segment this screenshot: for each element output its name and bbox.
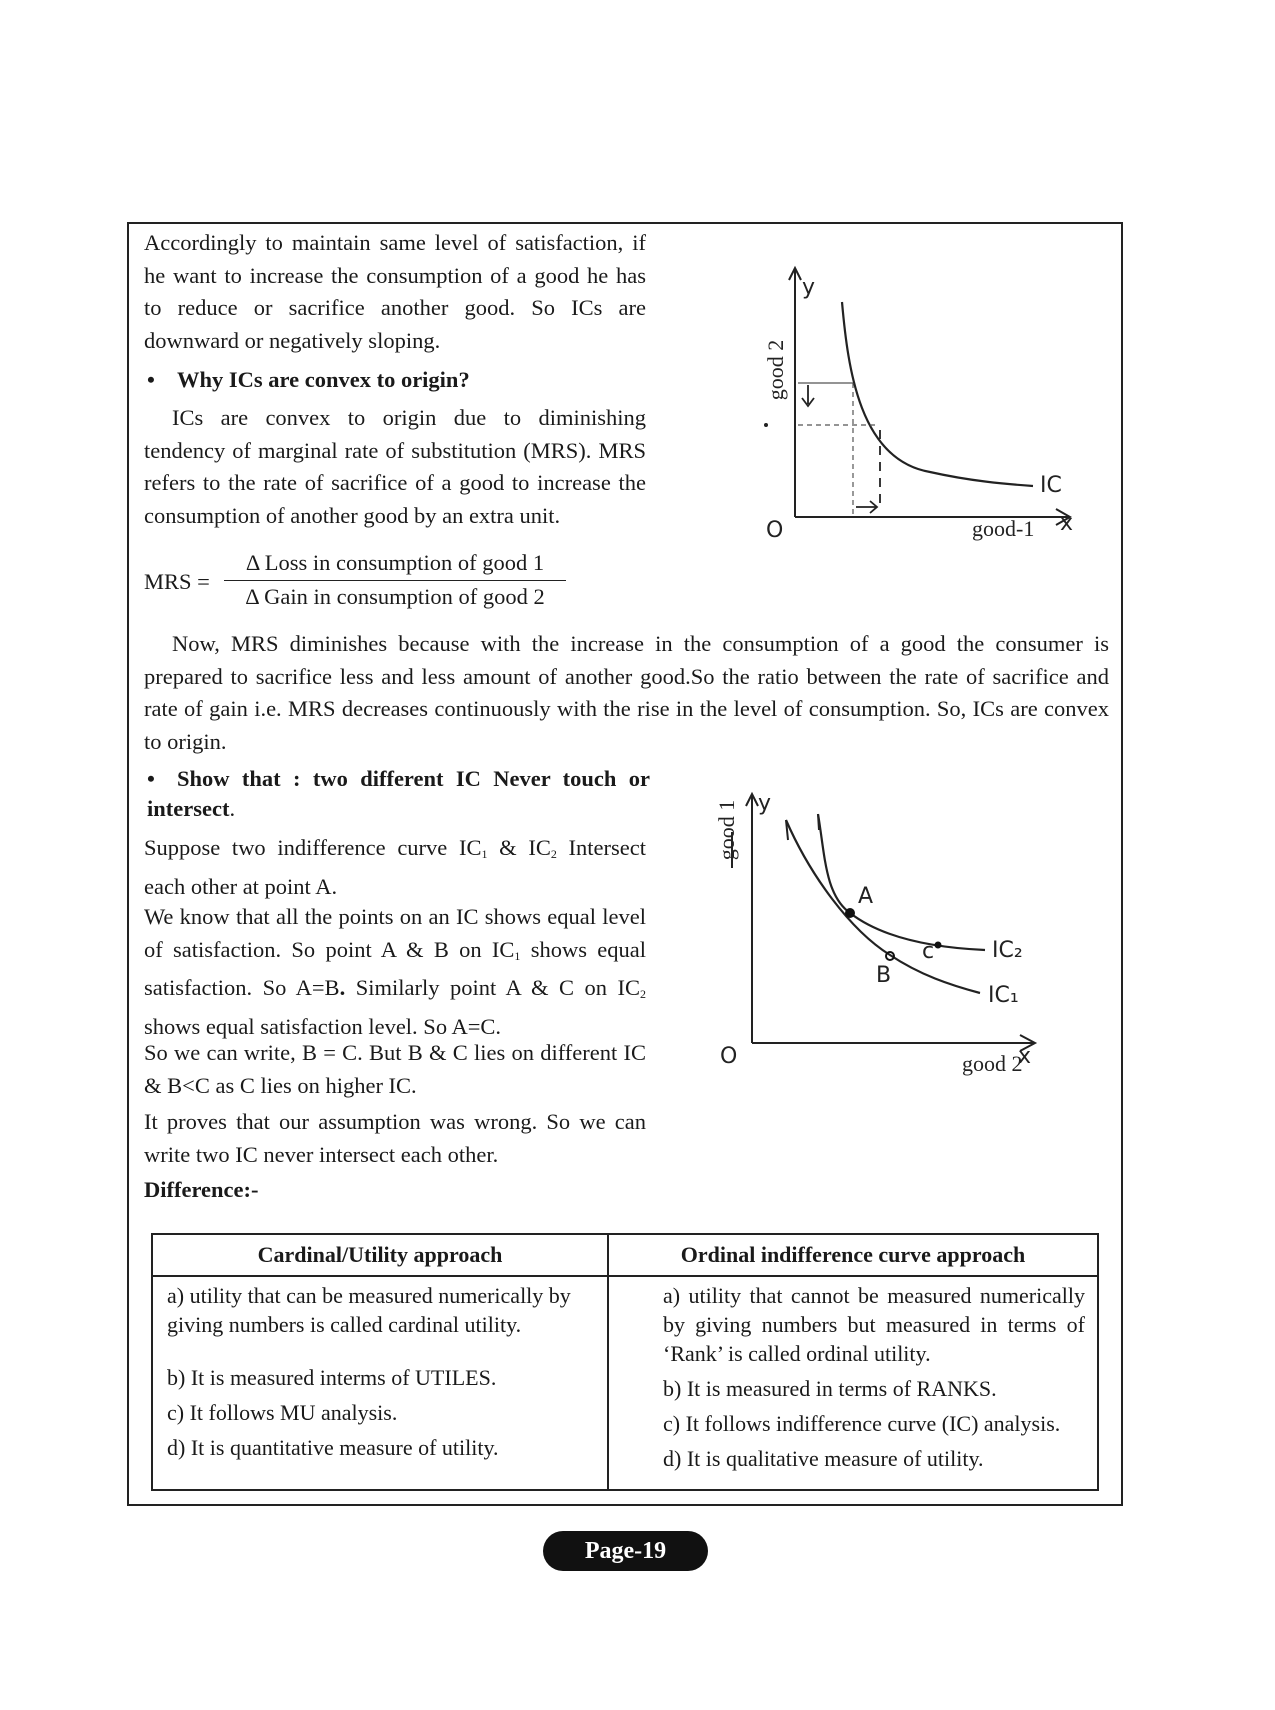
intersect-paragraph-2: We know that all the points on an IC shows equal level of satisfaction. So point A & B on $IC_1$ shows equal satisfaction. So A=B. Similarly point A & C on $IC_2$ shows equal satisfaction level. So A=C. xyxy=(144,904,647,1039)
ic-graph-1 xyxy=(750,260,1090,550)
ic-graph-2 xyxy=(700,780,1060,1080)
point-a-marker xyxy=(845,908,855,918)
heading-convex-text: Why ICs are convex to origin? xyxy=(177,367,470,392)
bullet: • xyxy=(147,367,155,392)
y-axis-label: y xyxy=(758,791,772,816)
point-b-label: B xyxy=(876,963,892,988)
mrs-numerator: Δ Loss in consumption of good 1 xyxy=(224,548,566,581)
table-row xyxy=(152,1276,1098,1490)
down-arrow-icon xyxy=(802,385,814,406)
mrs-paragraph-text: Now, MRS diminishes because with the increase in the consumption of a good the consumer is prepared to sacrifice less and less amount of another good.So the ratio between the rate of sacrifice and rate of gain i.e. MRS decreases continuously with the rise in the level of consumption. So, ICs are convex to origin. xyxy=(144,631,1109,754)
heading-convex xyxy=(147,365,667,395)
intersect-paragraph-1: Suppose two indifference curve $IC_1$ & $IC_2$ Intersect each other at point A. xyxy=(144,835,646,899)
point-c-label: c xyxy=(922,939,935,964)
good2-axis-title: good 2 xyxy=(763,339,788,401)
table-header-row xyxy=(152,1234,1098,1276)
mrs-formula-lhs: MRS = xyxy=(144,569,210,594)
point-a-label: A xyxy=(858,884,874,909)
ic1-label: IC₁ xyxy=(988,983,1019,1008)
mrs-formula-fraction xyxy=(224,548,566,613)
ordinal-point-d: d) It is qualitative measure of utility. xyxy=(663,1446,984,1471)
difference-title: Difference:- xyxy=(144,1177,259,1202)
cardinal-point-c: c) It follows MU analysis. xyxy=(167,1400,398,1425)
bullet: • xyxy=(147,766,155,791)
stray-dot xyxy=(764,423,768,427)
curve-tick-2 xyxy=(818,814,819,830)
good1-axis-title: good-1 xyxy=(972,516,1035,541)
origin-label: O xyxy=(766,518,784,543)
origin-label: O xyxy=(720,1044,738,1069)
ic-curve-label: IC xyxy=(1040,473,1062,498)
good1-axis-title: good 1 xyxy=(714,799,739,861)
mrs-denominator: Δ Gain in consumption of good 2 xyxy=(245,584,545,609)
convex-paragraph xyxy=(144,402,646,532)
ordinal-point-c: c) It follows indifference curve (IC) analysis. xyxy=(663,1411,1061,1436)
x-axis-label: x xyxy=(1018,1044,1032,1069)
heading-never-intersect: • Show that : two different IC Never touch or intersect. xyxy=(147,766,650,821)
col2-header: Ordinal indifference curve approach xyxy=(608,1234,1098,1276)
point-c-marker xyxy=(935,942,942,949)
x-axis-label: x xyxy=(1060,511,1074,536)
good2-axis-title: good 2 xyxy=(962,1051,1023,1076)
cardinal-point-a: a) utility that can be measured numerically by giving numbers is called cardinal utility. xyxy=(167,1283,571,1337)
y-axis-label: y xyxy=(802,275,816,300)
mrs-paragraph xyxy=(144,628,1109,758)
intersect-paragraph-4: It proves that our assumption was wrong. So we can write two IC never intersect each other. xyxy=(144,1109,646,1167)
ordinal-point-b: b) It is measured in terms of RANKS. xyxy=(663,1376,997,1401)
ordinal-point-a: a) utility that cannot be measured numerically by giving numbers but measured in terms of ‘Rank’ is called ordinal utility. xyxy=(663,1283,1085,1366)
comparison-table xyxy=(151,1233,1099,1491)
indifference-curve xyxy=(842,302,1033,486)
convex-paragraph-text: ICs are convex to origin due to diminishing tendency of marginal rate of substitution (MRS). MRS refers to the rate of sacrifice of a good to increase the consumption of another good by an extra unit. xyxy=(144,405,646,528)
col1-header: Cardinal/Utility approach xyxy=(152,1234,608,1276)
ic2-curve xyxy=(818,814,985,950)
intersect-paragraph-3: So we can write, B = C. But B & C lies on different IC & B<C as C lies on higher IC. xyxy=(144,1040,646,1098)
cardinal-point-b: b) It is measured interms of UTILES. xyxy=(167,1365,497,1390)
ic2-label: IC₂ xyxy=(992,938,1023,963)
right-arrow-icon xyxy=(856,501,877,513)
page-number-badge: Page-19 xyxy=(543,1531,708,1571)
cardinal-cell xyxy=(152,1276,608,1490)
heading-never-intersect-text: Show that : two different IC Never touch or intersect xyxy=(147,766,650,821)
cardinal-point-d: d) It is quantitative measure of utility. xyxy=(167,1435,499,1460)
intro-paragraph: Accordingly to maintain same level of satisfaction, if he want to increase the consumption of a good he has to reduce or sacrifice another good. So ICs are downward or negatively sloping. xyxy=(144,230,646,353)
ordinal-cell xyxy=(608,1276,1098,1490)
